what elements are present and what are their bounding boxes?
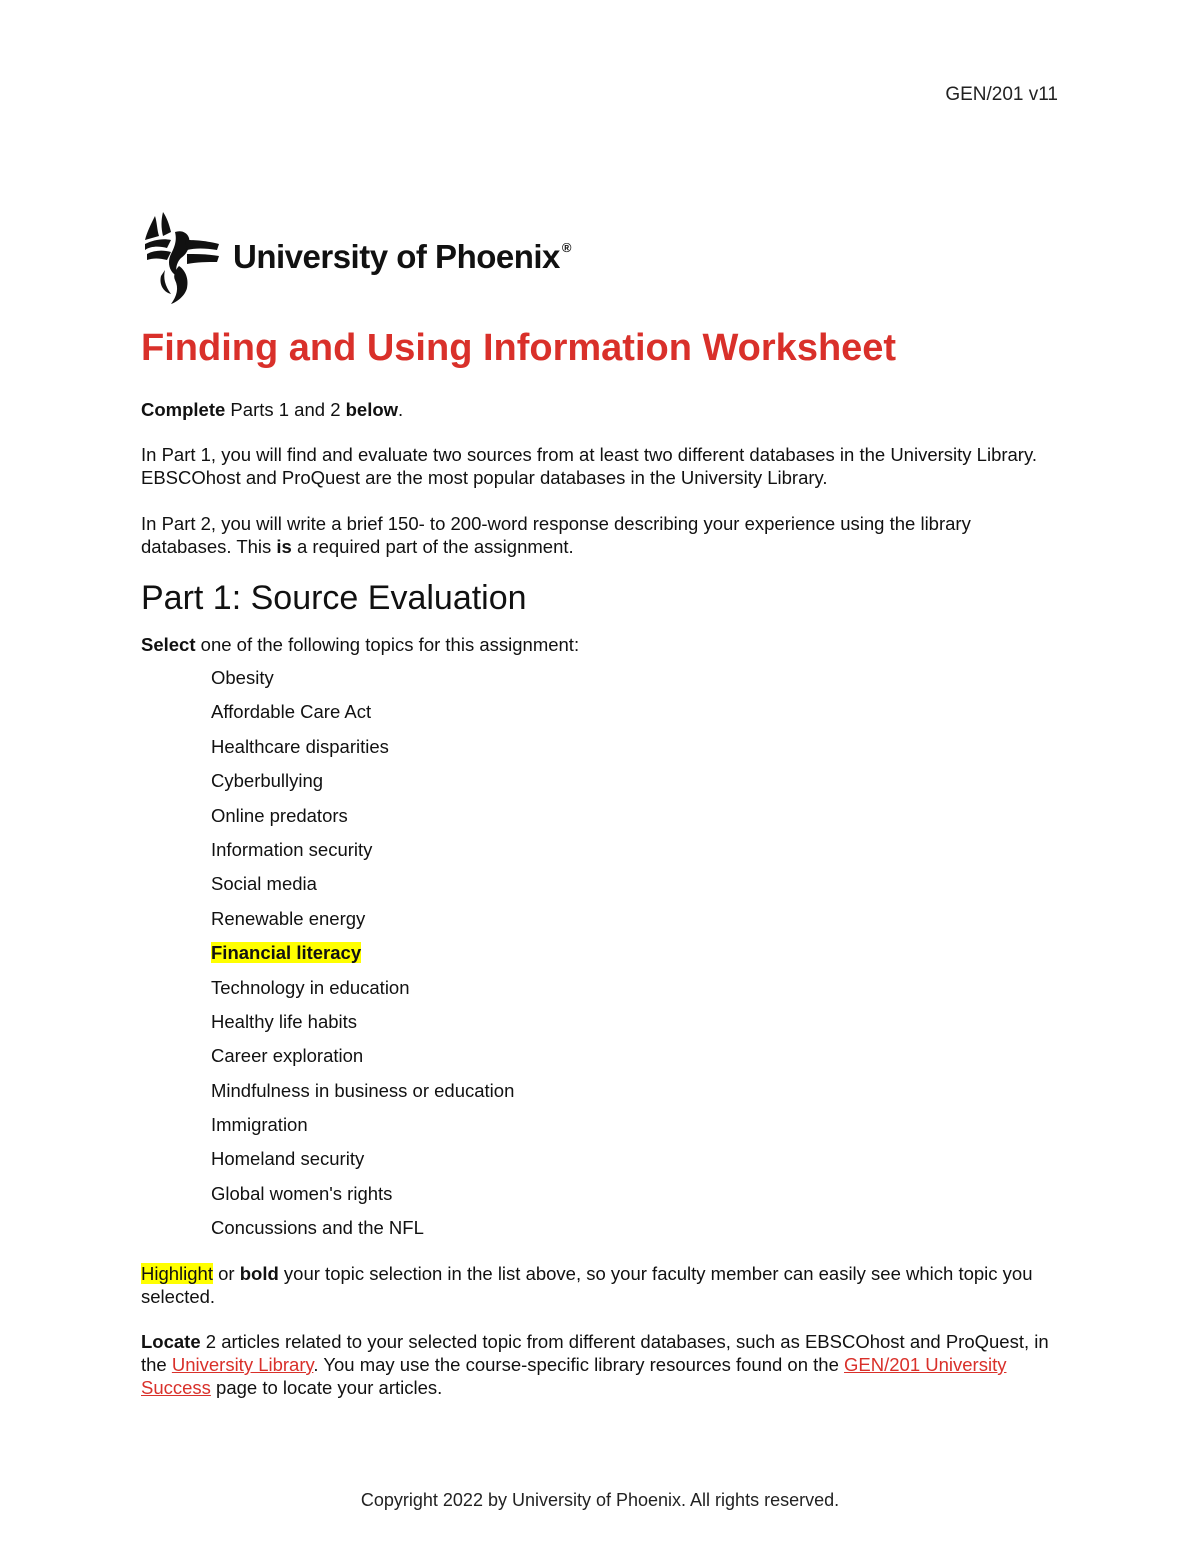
topic-item: Technology in education xyxy=(211,976,410,998)
topic-item: Concussions and the NFL xyxy=(211,1217,424,1239)
highlight-instruction: Highlight or bold your topic selection in the list above, so your faculty member can easily see which topic you selected. xyxy=(141,1263,1033,1307)
topic-item: Information security xyxy=(211,838,373,860)
phoenix-bird-icon xyxy=(141,210,221,304)
topic-item: Healthy life habits xyxy=(211,1010,358,1032)
copyright-footer: Copyright 2022 by University of Phoenix. All rights reserved. xyxy=(360,1490,840,1510)
part2-description: In Part 2, you will write a brief 150- to 200-word response describing your experience using the library databases. This is a required part of the assignment. xyxy=(141,513,971,557)
topic-item: Cyberbullying xyxy=(211,770,324,792)
logo-wordmark: University of Phoenix ® xyxy=(233,238,572,275)
topic-item: Affordable Care Act xyxy=(211,701,372,723)
select-instruction: Select one of the following topics for this assignment: xyxy=(141,634,580,655)
topic-item: Mindfulness in business or education xyxy=(211,1079,515,1101)
topic-item: Healthcare disparities xyxy=(211,735,389,757)
topic-item: Social media xyxy=(211,873,317,895)
topic-item: Renewable energy xyxy=(211,907,366,929)
topic-item: Financial literacy xyxy=(211,942,362,964)
topic-item: Immigration xyxy=(211,1114,308,1136)
university-library-link[interactable]: University Library xyxy=(171,1354,314,1375)
part1-description: In Part 1, you will find and evaluate two sources from at least two different databases in the University Library. EBSCOhost and ProQuest are the most popular databases in the University Library. xyxy=(141,444,1037,488)
topic-list xyxy=(211,664,514,1249)
topic-item: Global women's rights xyxy=(211,1182,393,1204)
topic-item: Obesity xyxy=(211,667,274,688)
topic-item: Career exploration xyxy=(211,1045,364,1067)
complete-instruction: Complete Parts 1 and 2 below. xyxy=(141,399,404,420)
document-id: GEN/201 v11 xyxy=(945,84,1058,105)
university-success-link[interactable]: GEN/201 University Success xyxy=(141,1354,1007,1398)
locate-instruction: Locate 2 articles related to your selected topic from different databases, such as EBSCOhost and ProQuest, in the University Library. You may use the course-specific library resources found on the GEN/201 University Success page to locate your articles. xyxy=(141,1331,1049,1398)
university-logo xyxy=(141,210,571,304)
topic-item: Online predators xyxy=(211,804,348,826)
page-title: Finding and Using Information Worksheet xyxy=(141,327,897,369)
part1-heading: Part 1: Source Evaluation xyxy=(141,579,527,617)
topic-item: Homeland security xyxy=(211,1148,365,1170)
